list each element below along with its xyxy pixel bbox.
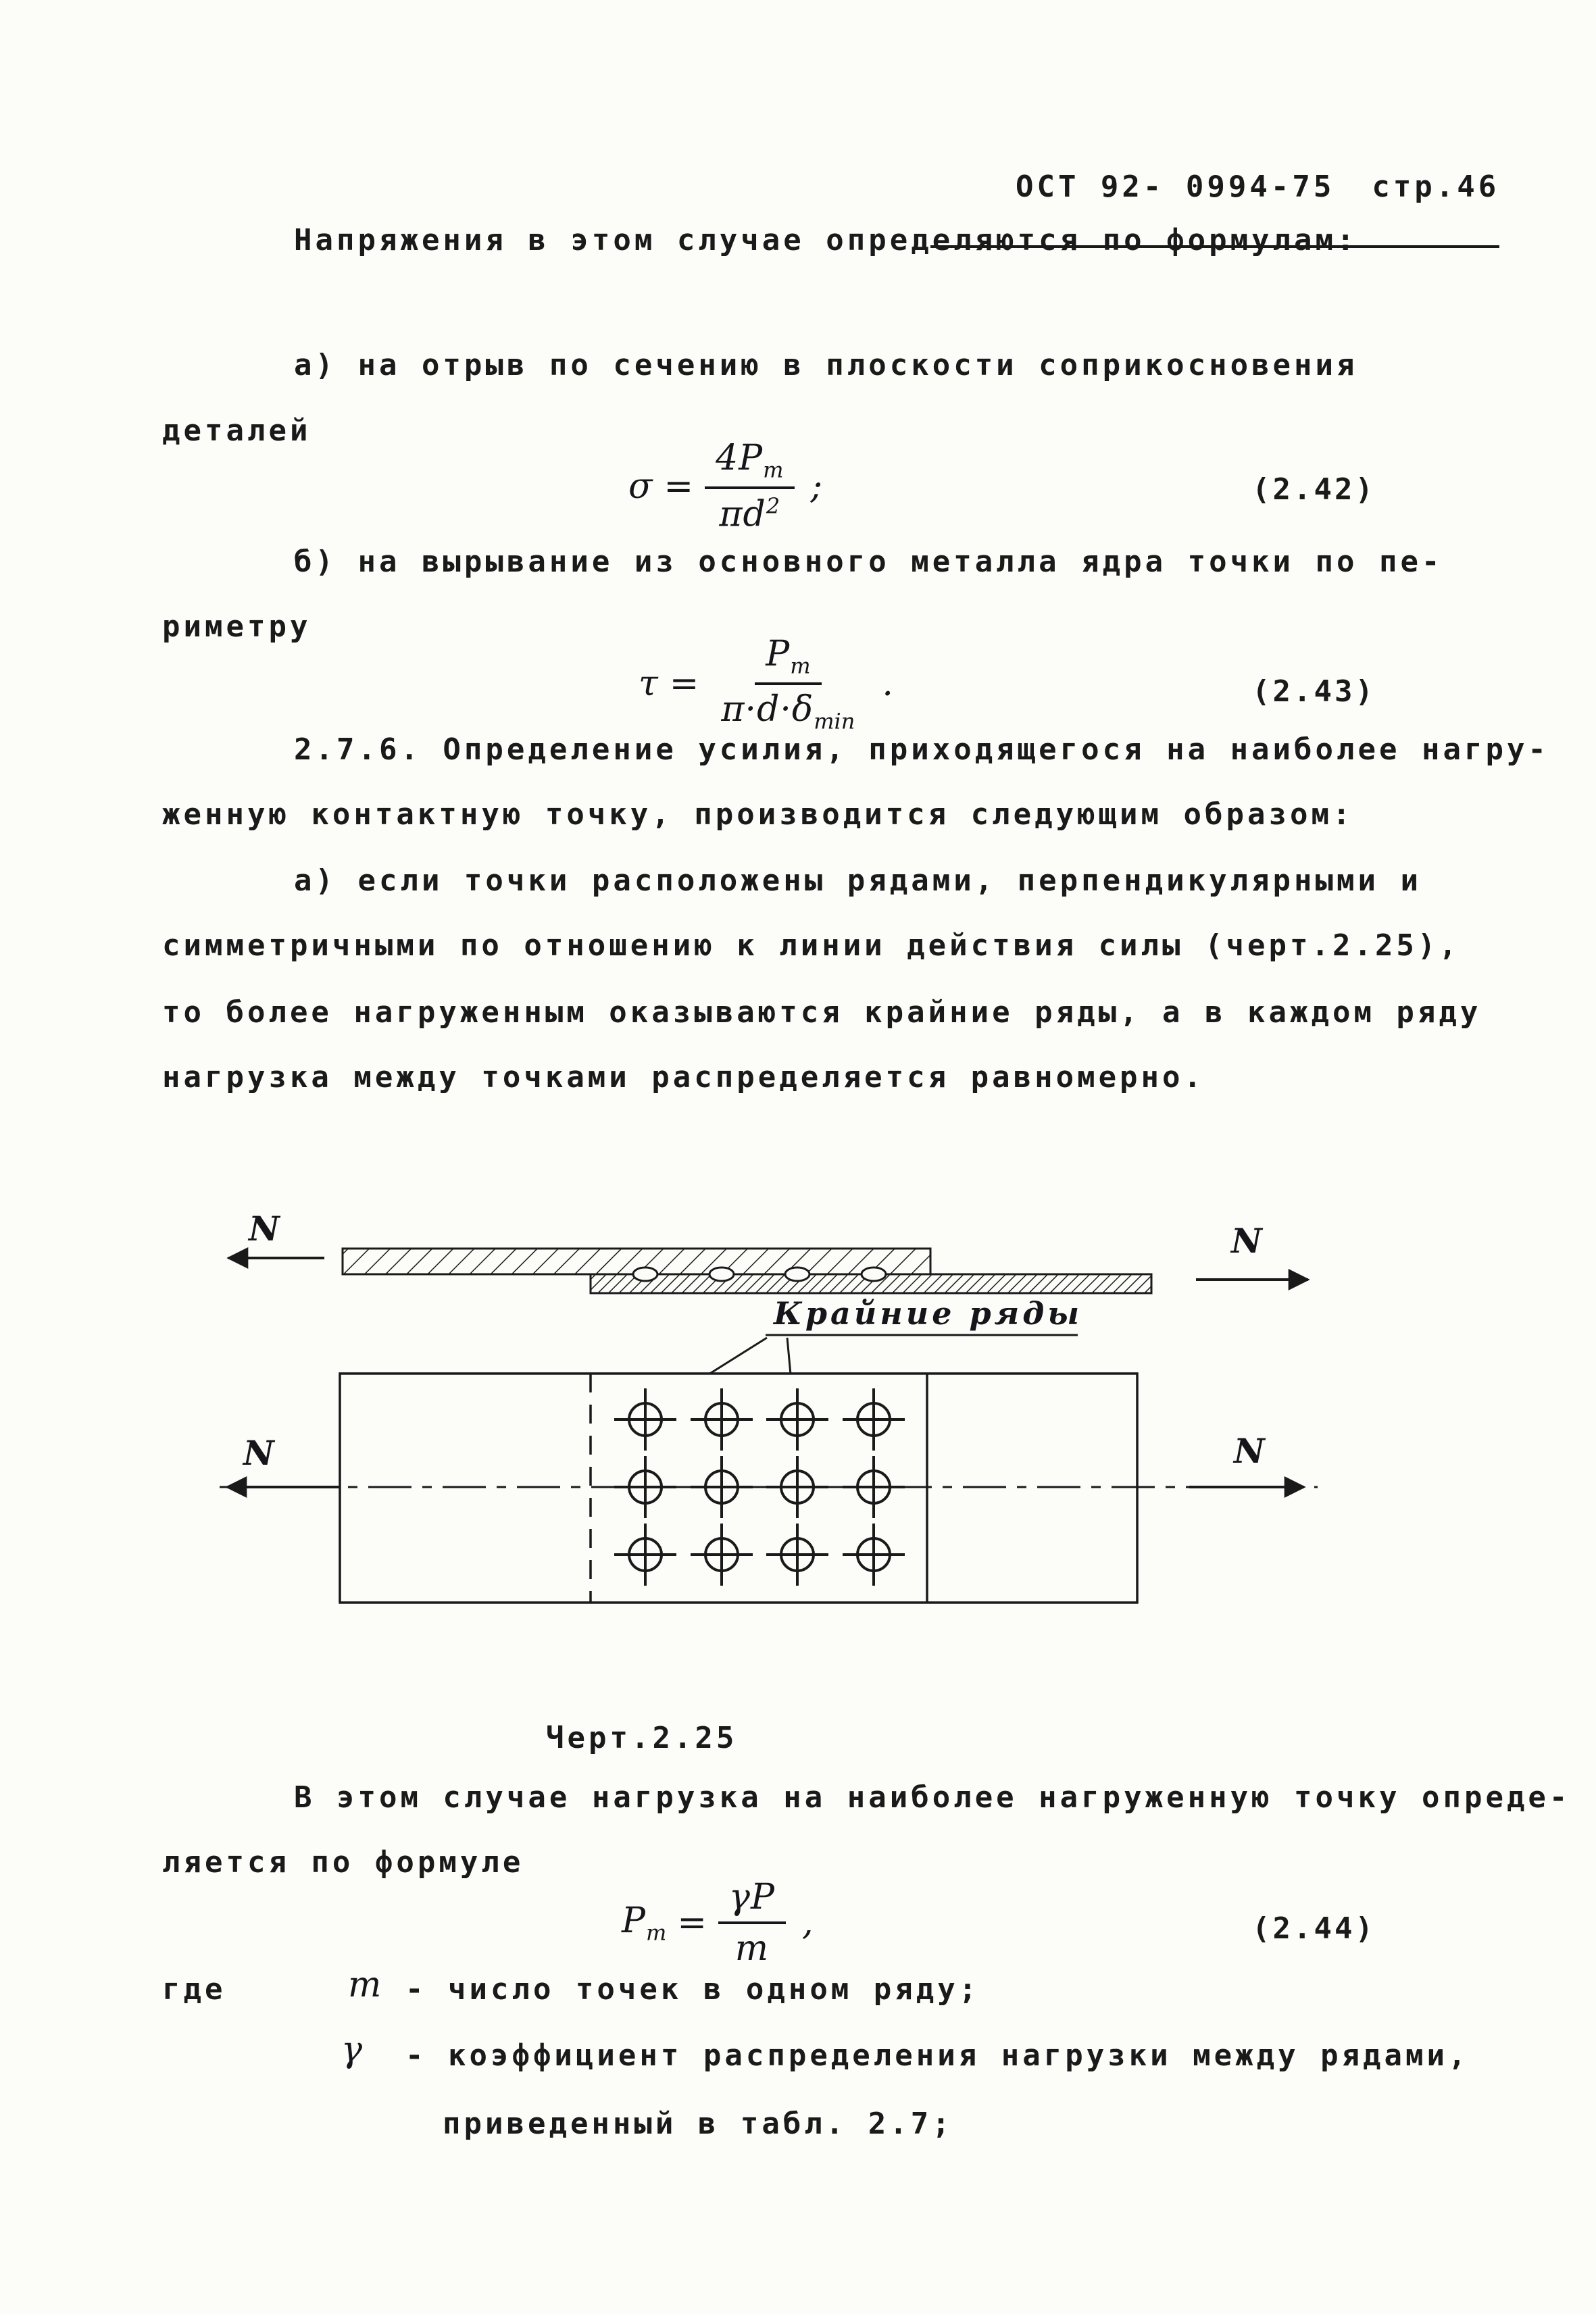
lhs-sub: т	[646, 1919, 667, 1946]
formula-lhs	[622, 1901, 666, 1945]
force-label: N	[1231, 1221, 1266, 1261]
symbol-gamma: γ	[341, 2030, 363, 2070]
text-line: 2.7.6. Определение усилия, приходящегося на наиболее нагру-	[294, 732, 1549, 767]
text-line: деталей	[162, 413, 311, 448]
denominator-sub: min	[814, 708, 855, 734]
fraction	[705, 438, 794, 535]
equation-number: (2.43)	[1252, 674, 1376, 709]
definition-text: - число точек в одном ряду;	[405, 1972, 980, 2007]
text-line: а) если точки расположены рядами, перпендикулярными и	[294, 863, 1422, 898]
denominator	[708, 489, 791, 534]
denominator: m	[734, 1928, 770, 1969]
formula-2-43	[639, 634, 894, 734]
denominator-main: πd	[719, 494, 766, 535]
definition-text: приведенный в табл. 2.7;	[443, 2107, 953, 2141]
text-line: симметричными по отношению к линии действия силы (черт.2.25),	[162, 928, 1460, 963]
numerator-sub: т	[763, 457, 784, 483]
fraction	[718, 1877, 786, 1969]
numerator-sub: т	[790, 653, 811, 679]
force-label: N	[243, 1433, 278, 1473]
formula-punct: ;	[810, 466, 824, 507]
text-line: женную контактную точку, производится следующим образом:	[162, 797, 1354, 832]
force-label: N	[249, 1209, 283, 1249]
numerator	[705, 438, 794, 489]
text-line: В этом случае нагрузка на наиболее нагруженную точку опреде-	[294, 1780, 1571, 1815]
formula-punct: ,	[802, 1903, 814, 1943]
text-line: б) на вырывание из основного металла ядра точки по пе-	[294, 545, 1443, 579]
numerator-main: P	[766, 634, 791, 674]
formula-2-44	[622, 1877, 814, 1969]
equals-sign: =	[677, 1903, 707, 1943]
equation-number: (2.44)	[1252, 1911, 1376, 1946]
denominator-main: π·d·δ	[721, 689, 814, 730]
extreme-rows-label: Крайние ряды	[774, 1295, 1083, 1332]
equation-number: (2.42)	[1252, 472, 1376, 507]
doc-number: ОСТ 92- 0994-75	[1015, 170, 1335, 204]
formula-punct: .	[882, 663, 894, 705]
weld-nugget	[785, 1267, 809, 1281]
numerator-main: 4P	[716, 438, 764, 478]
formula-lhs: τ	[639, 663, 659, 705]
figure-2-25-drawing	[155, 1209, 1412, 1642]
formula-lhs: σ	[628, 466, 653, 507]
plan-view	[220, 1374, 1318, 1603]
symbol-m: m	[348, 1965, 382, 2005]
weld-nugget	[633, 1267, 657, 1281]
text-line: нагрузка между точками распределяется равномерно.	[162, 1060, 1205, 1095]
numerator: γP	[718, 1877, 786, 1924]
fraction	[710, 634, 866, 734]
equals-sign: =	[669, 663, 700, 705]
equals-sign: =	[664, 466, 695, 507]
text-line: а) на отрыв по сечению в плоскости соприкосновения	[294, 348, 1358, 382]
denominator-sup: 2	[766, 493, 780, 520]
text-line: риметру	[162, 609, 311, 644]
side-view	[228, 1209, 1308, 1293]
text-line: ляется по формуле	[162, 1845, 524, 1880]
denominator	[710, 685, 866, 734]
weld-nugget	[862, 1267, 886, 1281]
text-line: Напряжения в этом случае определяются по формулам:	[294, 223, 1358, 257]
weld-nugget	[709, 1267, 734, 1281]
page-number: стр.46	[1372, 170, 1500, 204]
text-line: то более нагруженным оказываются крайние ряды, а в каждом ряду	[162, 995, 1482, 1030]
figure-caption: Черт.2.25	[546, 1721, 738, 1755]
formula-2-42	[628, 438, 823, 535]
lhs-main: P	[622, 1900, 646, 1941]
numerator	[755, 634, 821, 685]
where-label: где	[162, 1972, 226, 2007]
force-label: N	[1234, 1431, 1268, 1471]
definition-text: - коэффициент распределения нагрузки между рядами,	[405, 2038, 1470, 2073]
